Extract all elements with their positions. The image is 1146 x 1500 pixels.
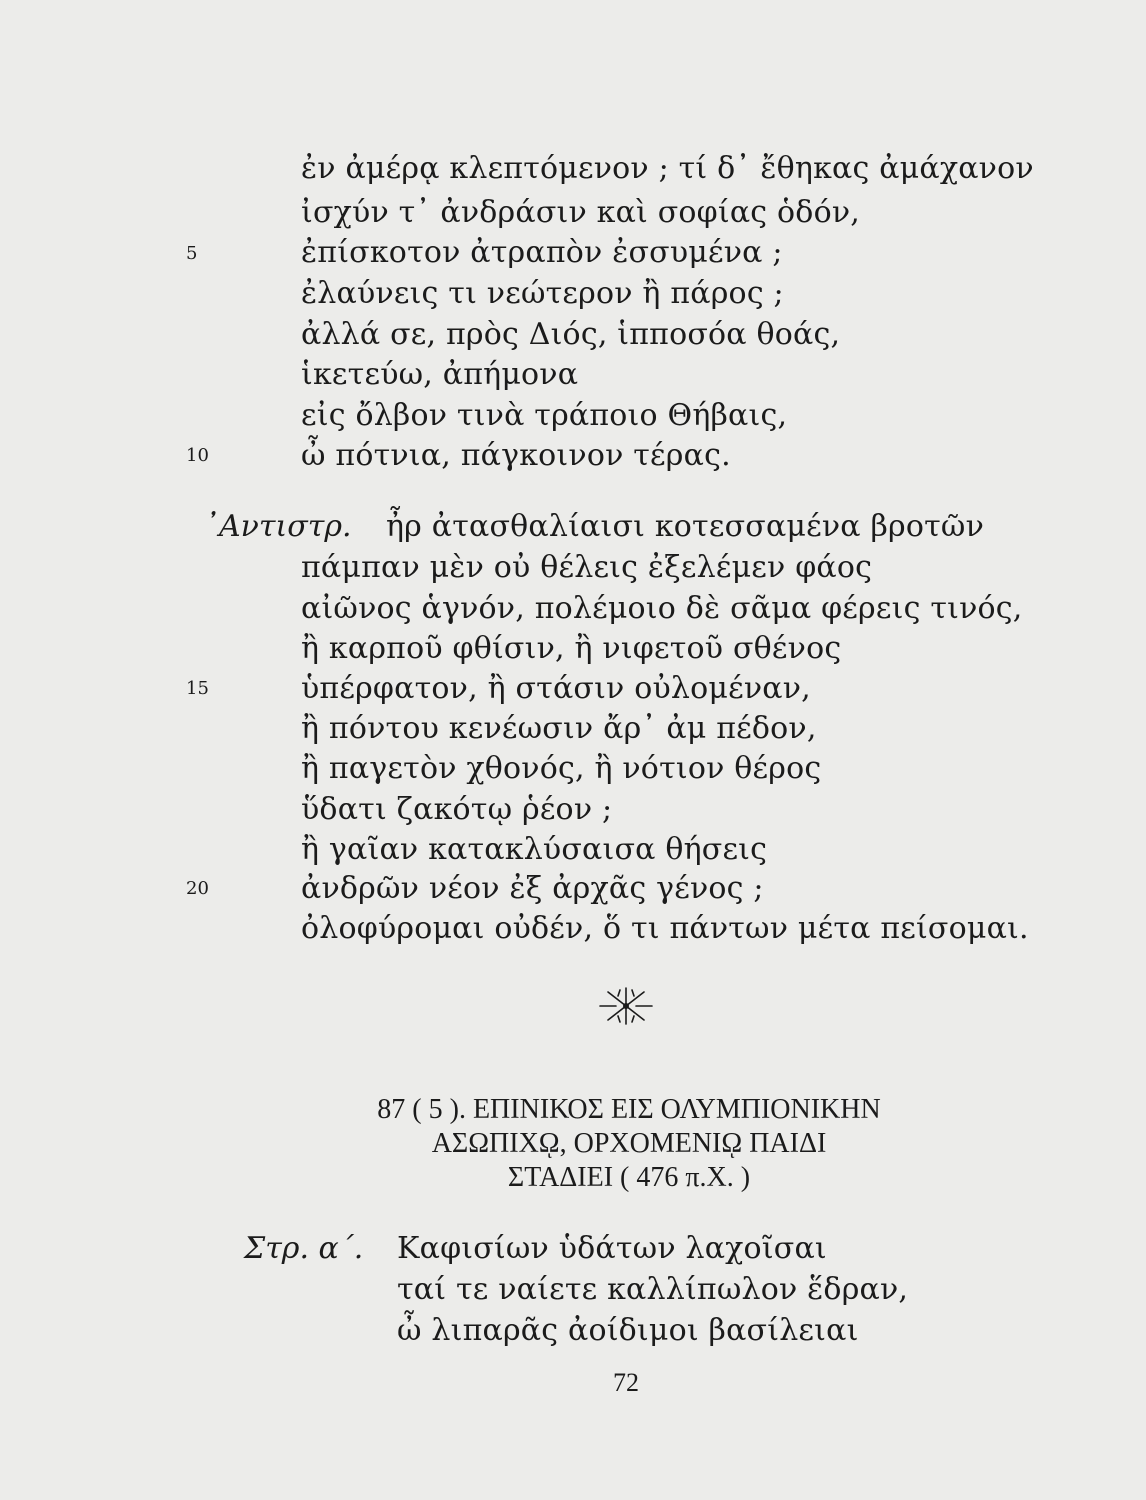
page-number: 72 bbox=[613, 1368, 639, 1397]
line-number: 20 bbox=[186, 878, 209, 899]
verse-line: ὦ λιπαρᾶς ἀοίδιμοι βασίλειαι bbox=[397, 1313, 859, 1348]
line-number: 10 bbox=[186, 445, 209, 466]
verse-line: ὀλοφύρομαι οὐδέν, ὅ τι πάντων μέτα πείσομαι. bbox=[301, 911, 1029, 946]
verse-line: ἰσχύν τ᾽ ἀνδράσιν καὶ σοφίας ὁδόν, bbox=[301, 195, 861, 230]
poem-heading-line-2: ΑΣΩΠΙΧῼ, ΟΡΧΟΜΕΝΙῼ ΠΑΙΔΙ bbox=[431, 1128, 827, 1159]
verse-line: ὕδατι ζακότῳ ῥέον ; bbox=[301, 792, 613, 827]
verse-line: Καφισίων ὑδάτων λαχοῖσαι bbox=[397, 1231, 827, 1266]
verse-line: ἱκετεύω, ἀπήμονα bbox=[301, 357, 579, 392]
verse-line: ἦρ ἀτασθαλίαισι κοτεσσαμένα βροτῶν bbox=[386, 509, 985, 544]
strophe-label: Στρ. α΄. bbox=[244, 1231, 364, 1266]
verse-line: πάμπαν μὲν οὐ θέλεις ἐξελέμεν φάος bbox=[301, 550, 873, 585]
verse-line: ἢ παγετὸν χθονός, ἢ νότιον θέρος bbox=[301, 751, 822, 786]
verse-line: ἢ καρποῦ φθίσιν, ἢ νιφετοῦ σθένος bbox=[301, 631, 842, 666]
verse-line: ἢ πόντου κενέωσιν ἄρ᾽ ἀμ πέδον, bbox=[301, 711, 817, 746]
line-number: 5 bbox=[186, 243, 198, 264]
verse-line: ταί τε ναίετε καλλίπωλον ἕδραν, bbox=[397, 1272, 909, 1307]
line-number: 15 bbox=[186, 678, 209, 699]
verse-line: ἀλλά σε, πρὸς Διός, ἱπποσόα θοάς, bbox=[301, 317, 841, 352]
poem-heading-line-1: 87 ( 5 ). ΕΠΙΝΙΚΟΣ ΕΙΣ ΟΛΥΜΠΙΟΝΙΚΗΝ bbox=[377, 1094, 881, 1125]
star-ornament-icon bbox=[596, 984, 656, 1028]
verse-line: ἐλαύνεις τι νεώτερον ἢ πάρος ; bbox=[301, 276, 784, 311]
verse-line: αἰῶνος ἁγνόν, πολέμοιο δὲ σᾶμα φέρεις τινός, bbox=[301, 591, 1023, 626]
verse-line: ἐπίσκοτον ἀτραπὸν ἐσσυμένα ; bbox=[301, 235, 783, 270]
verse-line: ἐν ἀμέρᾳ κλεπτόμενον ; τί δ᾽ ἔθηκας ἀμάχανον bbox=[301, 151, 1034, 186]
antistrophe-label: ᾿Αντιστρ. bbox=[204, 509, 352, 544]
verse-line: ἢ γαῖαν κατακλύσαισα θήσεις bbox=[301, 832, 768, 867]
verse-line: εἰς ὄλβον τινὰ τράποιο Θήβαις, bbox=[301, 398, 788, 433]
verse-line: ὑπέρφατον, ἢ στάσιν οὐλομέναν, bbox=[301, 671, 811, 706]
verse-line: ἀνδρῶν νέον ἐξ ἀρχᾶς γένος ; bbox=[301, 871, 764, 906]
poem-heading-line-3: ΣΤΑΔΙΕΙ ( 476 π.Χ. ) bbox=[507, 1162, 751, 1193]
verse-line: ὦ πότνια, πάγκοινον τέρας. bbox=[301, 438, 731, 473]
